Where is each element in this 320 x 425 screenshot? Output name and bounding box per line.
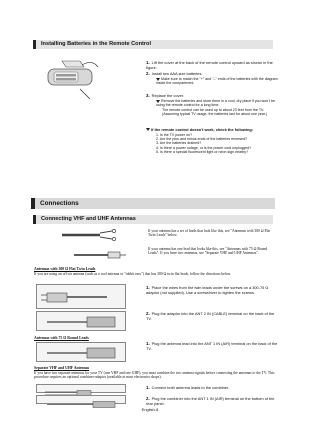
note-bullet-icon	[156, 78, 160, 81]
battery-step-3	[146, 94, 278, 99]
adaptor-figure	[36, 284, 126, 309]
batteries-heading-text: Installing Batteries in the Remote Control	[41, 40, 152, 47]
battery-step-1	[146, 61, 278, 70]
step-number: 1.	[146, 341, 150, 346]
note-bullet-icon	[146, 128, 150, 131]
connections-heading-text: Connections	[40, 199, 79, 207]
ant2-figure	[36, 311, 126, 331]
step-text: Connect both antenna leads to the combiner.	[151, 385, 230, 390]
combiner-to-tv-figure	[36, 395, 126, 404]
section-heading-batteries	[33, 40, 273, 49]
combiner-figure	[36, 384, 126, 393]
note-text: Remove the batteries and store them in a cool, dry place if you won't be using the remote control for a long time.	[156, 99, 275, 108]
step-text: Install two AAA size batteries.	[151, 71, 203, 76]
sep-step-1	[146, 386, 278, 391]
troubleshooting-box	[146, 128, 278, 155]
sep-step-2	[146, 397, 278, 406]
flat-step-1	[146, 286, 278, 295]
step-number: 2.	[146, 396, 150, 401]
step-text: Plug the adaptor into the ANT 2 IN (CABLE) terminal on the back of the TV.	[146, 311, 275, 321]
step-number: 3.	[146, 93, 150, 98]
lifetime-text: (Assuming typical TV usage, the batteries last for about one year.)	[162, 112, 268, 117]
battery-step-2	[146, 72, 278, 77]
trouble-item: 4. Is there a power outage, or is the power cord unplugged?	[156, 145, 252, 150]
battery-range-note	[162, 108, 278, 117]
step-number: 1.	[146, 385, 150, 390]
step-text: Replace the cover.	[151, 93, 184, 98]
flat-twin-desc: If you are using an off-air antenna (such as a roof antenna or "rabbit ears") that has 300 Ω twin flat leads, follow the directions below.	[34, 272, 232, 276]
step-text: Plug the antenna lead into the ANT 1 IN (AIR) terminal on the back of the TV.	[146, 341, 278, 351]
vhf-heading-text: Connecting VHF and UHF Antennas	[41, 215, 136, 222]
intro-twin-leads: If your antenna has a set of leads that look like this, see "Antennas with 300 Ω Flat Twin Leads" below.	[148, 229, 271, 238]
trouble-item: 1. Is the TV power on?	[156, 132, 193, 137]
battery-step-2-note	[156, 77, 278, 86]
step-text: Lift the cover at the back of the remote control upward as shown in the figure.	[146, 60, 273, 70]
ant1-figure	[36, 342, 126, 362]
trouble-item: 5. Is there a special fluorescent light or neon sign nearby?	[156, 150, 249, 155]
round-lead-title: Antennas with 75 Ω Round Leads	[34, 336, 89, 340]
intro-round-lead: If your antenna has one lead that looks like this, see "Antennas with 75 Ω Round Leads". If you have two antennas, see "Separate VHF and UHF Antennas".	[148, 247, 268, 256]
trouble-item: 2. Are the plus and minus ends of the batteries reversed?	[156, 137, 248, 141]
twin-lead-figure	[60, 228, 130, 242]
note-text: Make sure to match the "+" and "–" ends of the batteries with the diagram inside the compartment.	[156, 77, 278, 86]
trouble-title: If the remote control doesn't work, check the following:	[151, 127, 254, 132]
section-heading-connections	[31, 198, 275, 209]
step-text: Plug the combiner into the ANT 1 IN (AIR) terminal on the bottom of the rear panel.	[146, 396, 275, 406]
step-number: 1.	[146, 60, 150, 65]
step-text: Place the wires from the twin leads under the screws on a 300-75 Ω adaptor (not supplied). Use a screwdriver to tighten the screws.	[146, 285, 269, 295]
battery-step-3-note	[156, 99, 278, 108]
flat-step-2	[146, 312, 278, 321]
round-lead-figure	[72, 248, 132, 260]
trouble-item: 3. Are the batteries drained?	[156, 141, 202, 146]
step-number: 1.	[146, 285, 150, 290]
remote-battery-figure	[40, 55, 110, 110]
step-number: 2.	[146, 311, 150, 316]
section-heading-vhf-uhf	[33, 215, 273, 224]
flat-twin-title: Antennas with 300 Ω Flat Twin Leads	[34, 267, 96, 271]
note-bullet-icon	[156, 100, 160, 103]
range-text: The remote control can be used up to about 23 feet from the TV.	[162, 108, 265, 112]
round-step-1	[146, 342, 278, 351]
step-number: 2.	[146, 71, 150, 76]
separate-antennas-title: Separate VHF and UHF Antennas	[34, 366, 90, 370]
separate-antennas-desc: If you have two separate antennas for your TV (one VHF and one UHF), you must combine the two antenna signals before connecting the antennas to the TV. This procedure requires an optional combiner-adaptor (available at most electronics shops).	[34, 371, 275, 380]
page-number: English-8	[141, 407, 159, 412]
